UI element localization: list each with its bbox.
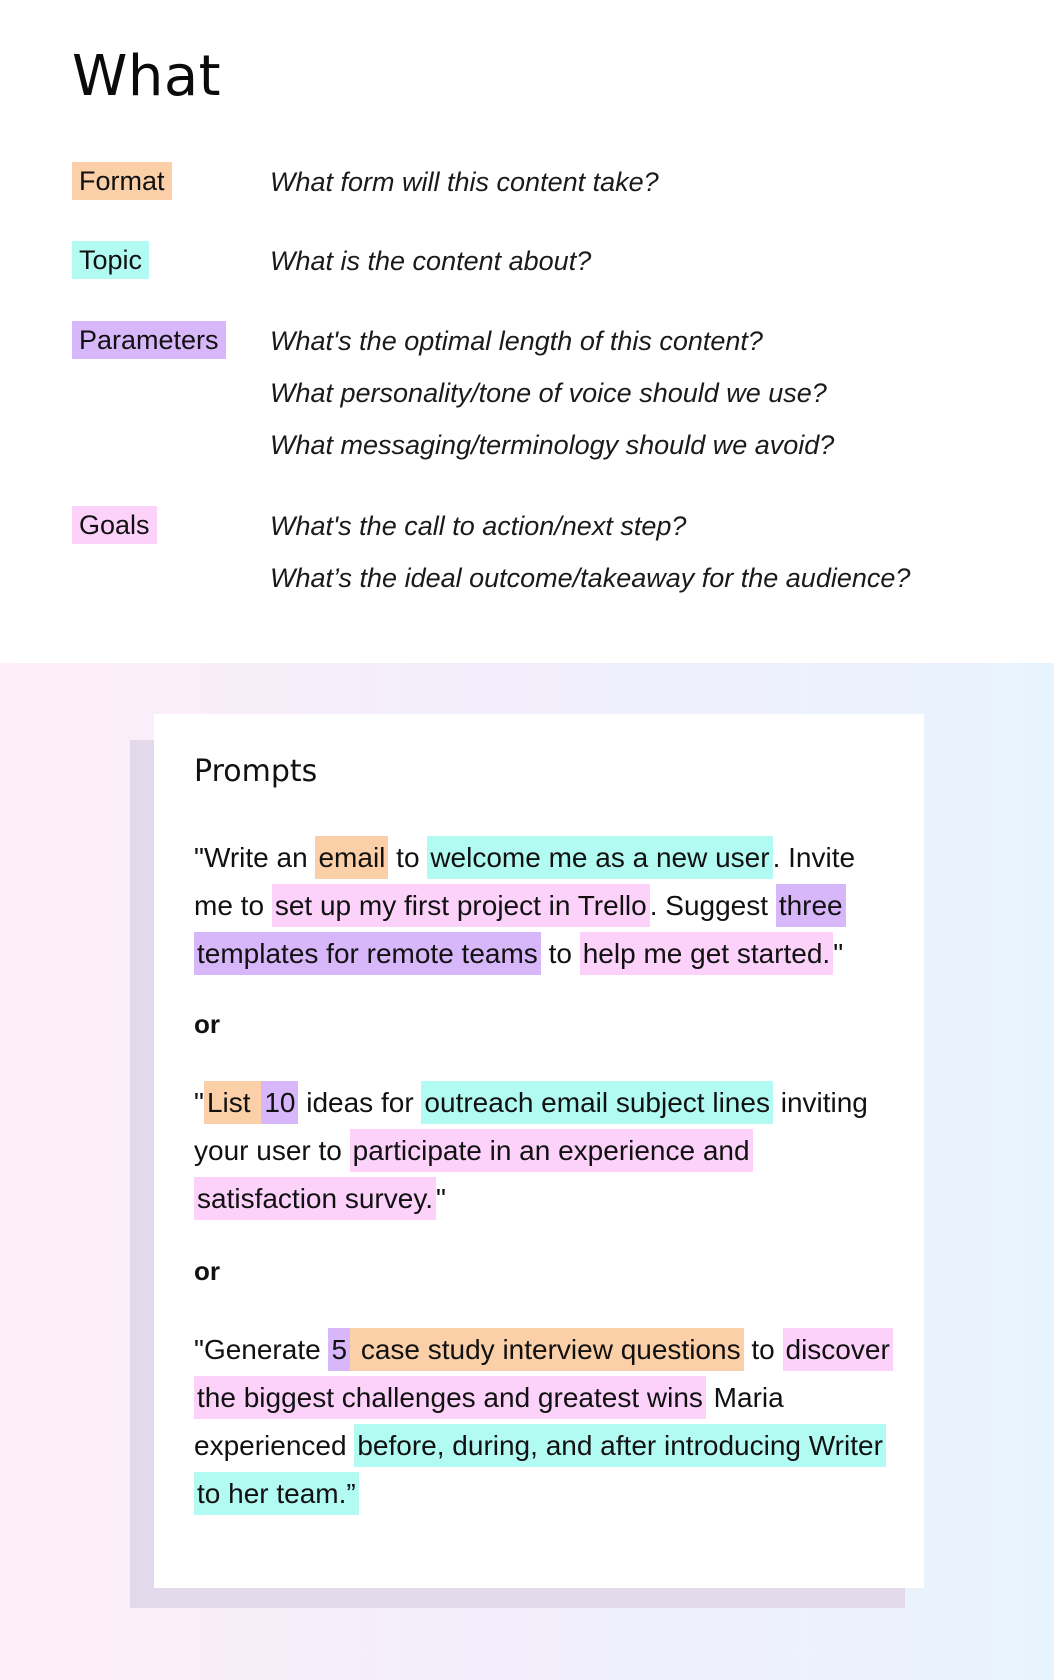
prompt-text: . Suggest [649, 890, 776, 921]
prompt-text: to [743, 1334, 783, 1365]
prompt-example-3 [194, 1326, 894, 1518]
prompt-text: " [436, 1183, 446, 1214]
category-label-format: Format [72, 162, 172, 200]
prompts-title: Prompts [194, 754, 318, 789]
prompt-text: " [833, 938, 844, 969]
highlight-goal: set up my first project in Trello [272, 884, 650, 927]
highlight-topic: outreach email subject lines [421, 1081, 773, 1124]
question: What's the call to action/next step? [270, 511, 687, 541]
highlight-parameter: three templates for remote teams [194, 884, 846, 975]
highlight-parameter: 5 [328, 1328, 350, 1371]
highlight-topic: before, during, and after introducing Writer to her team.” [194, 1424, 886, 1515]
highlight-format: email [315, 836, 388, 879]
question: What personality/tone of voice should we use? [270, 378, 827, 408]
highlight-goal: participate in an experience and satisfaction survey. [194, 1129, 753, 1220]
prompt-example-1 [194, 834, 894, 978]
category-label-parameters: Parameters [72, 321, 226, 359]
prompt-example-2 [194, 1079, 894, 1223]
prompt-text: "Generate [194, 1334, 329, 1365]
prompt-text: inviting your user to [194, 1087, 868, 1166]
question: What’s the ideal outcome/takeaway for the audience? [270, 563, 911, 593]
prompt-text: to [540, 938, 580, 969]
prompt-text: Maria experienced [194, 1382, 784, 1461]
page-title: What [72, 44, 222, 109]
question: What form will this content take? [270, 167, 659, 197]
prompt-text: ideas for [298, 1087, 422, 1118]
highlight-goal: discover the biggest challenges and greatest wins [194, 1328, 893, 1419]
highlight-format: List [204, 1081, 261, 1124]
category-label-goals: Goals [72, 506, 157, 544]
prompts-card [154, 714, 924, 1588]
question: What's the optimal length of this content? [270, 326, 763, 356]
prompt-text: "Write an [194, 842, 316, 873]
prompt-text: " [194, 1087, 204, 1118]
or-separator: or [194, 1009, 220, 1039]
question: What is the content about? [270, 246, 592, 276]
or-separator: or [194, 1256, 220, 1286]
highlight-parameter: 10 [261, 1081, 298, 1124]
highlight-goal: help me get started. [580, 932, 833, 975]
prompt-text: . Invite me to [194, 842, 856, 921]
highlight-topic: welcome me as a new user [427, 836, 772, 879]
prompt-text: to [388, 842, 428, 873]
question: What messaging/terminology should we avoid? [270, 430, 835, 460]
category-label-topic: Topic [72, 241, 149, 279]
highlight-format: case study interview questions [350, 1328, 744, 1371]
